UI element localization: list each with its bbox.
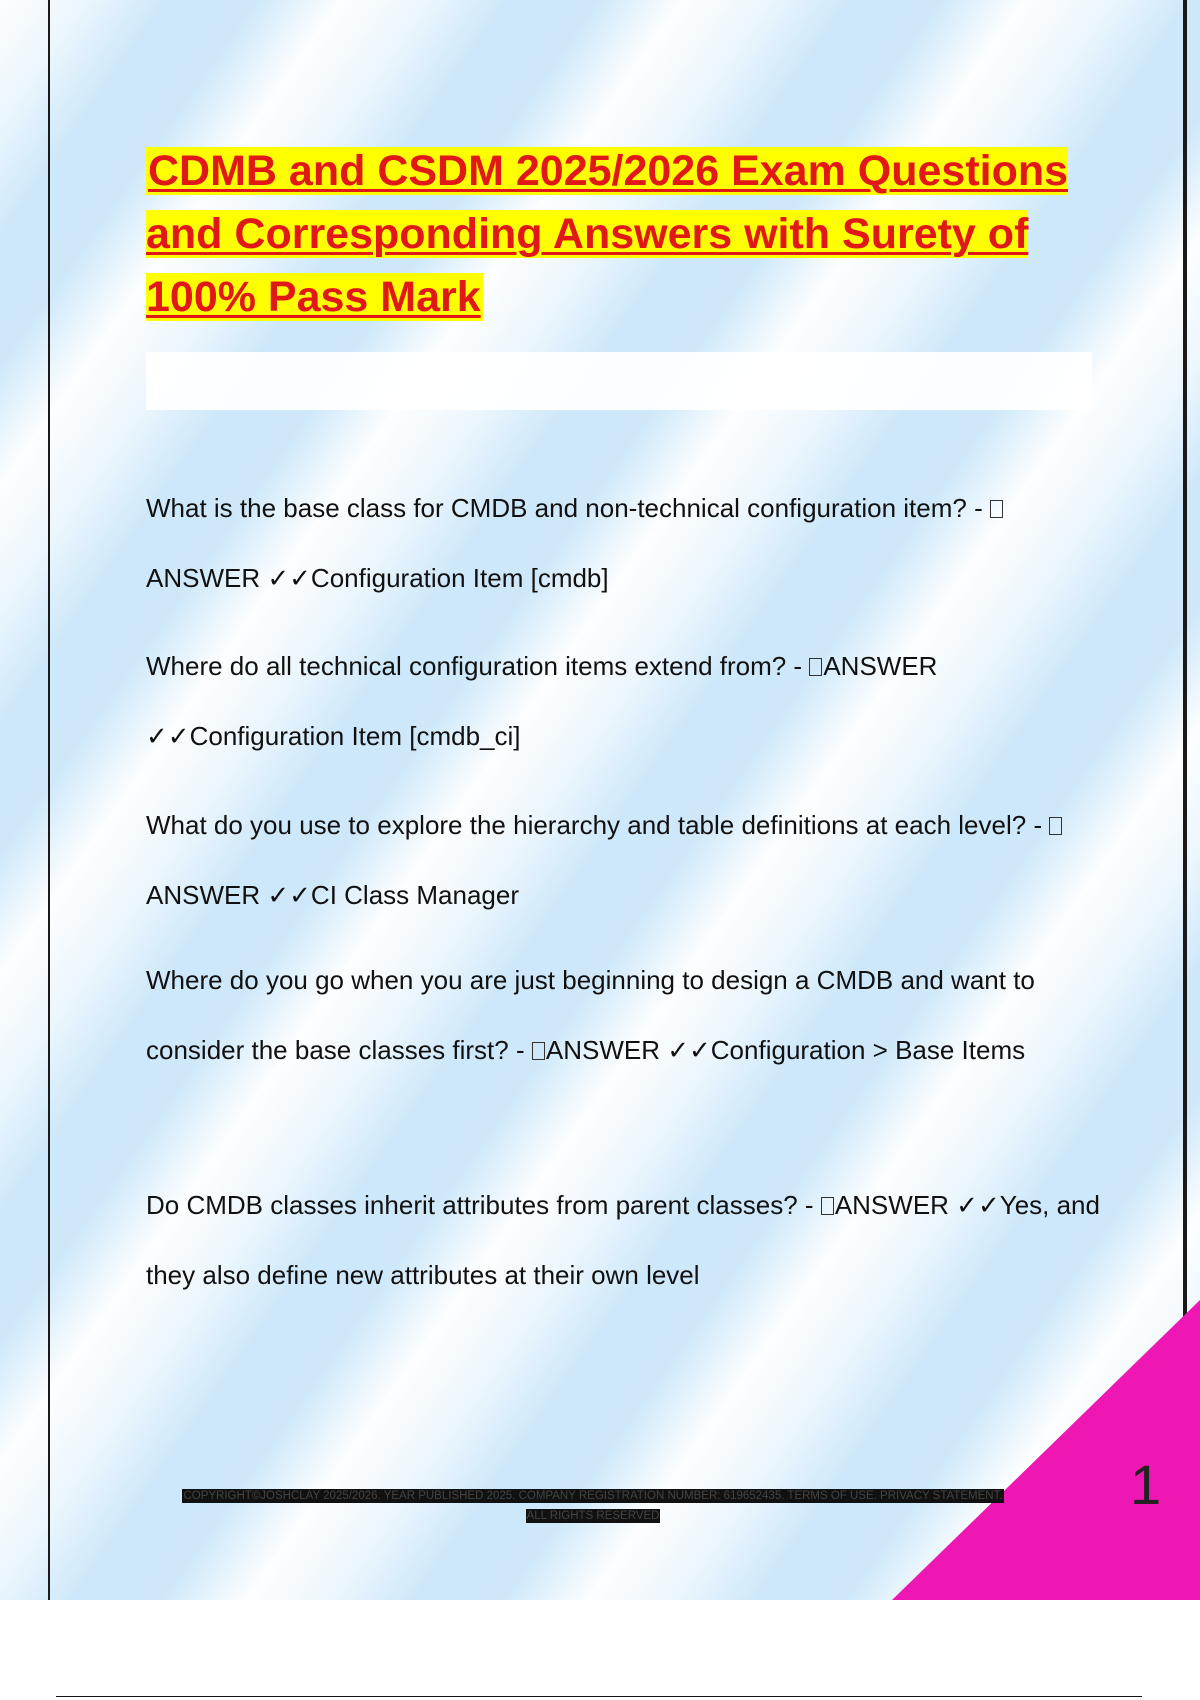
answer-prefix: ANSWER ✓✓ [146, 880, 311, 910]
bottom-rule [56, 1696, 1142, 1697]
missing-glyph-icon [1049, 817, 1062, 835]
answer-text: CI Class Manager [310, 880, 519, 910]
qa-item [146, 790, 1106, 930]
answer-text: Configuration Item [cmdb] [310, 563, 609, 593]
missing-glyph-icon [990, 500, 1003, 518]
document-title [146, 140, 1096, 329]
copyright-text: COPYRIGHT©JOSHCLAY 2025/2026. YEAR PUBLISHED 2025. COMPANY REGISTRATION NUMBER: 619652435. TERMS OF USE. PRIVACY STATEMENT. ALL RIGHTS RESERVED [183, 1490, 1003, 1522]
qa-item [146, 945, 1106, 1085]
missing-glyph-icon [809, 658, 822, 676]
corner-triangle-shape [892, 1300, 1200, 1600]
corner-triangle [892, 1300, 1200, 1600]
question-text: Do CMDB classes inherit attributes from parent classes? - [146, 1190, 814, 1220]
answer-prefix: ANSWER ✓✓ [146, 563, 311, 593]
page-number: 1 [1130, 1453, 1162, 1516]
answer-text: Configuration Item [cmdb_ci] [189, 721, 521, 751]
question-text: What is the base class for CMDB and non-technical configuration item? - [146, 493, 983, 523]
copyright-footer [178, 1486, 1008, 1526]
answer-text: Yes, and they also define new attributes at their own level [146, 1190, 1100, 1290]
question-text: Where do you go when you are just beginning to design a CMDB and want to consider the base classes first? - [146, 965, 1035, 1065]
answer-prefix: ANSWER ✓✓ [146, 651, 938, 751]
qa-item [146, 1170, 1106, 1310]
qa-item [146, 473, 1106, 613]
answer-prefix: ANSWER ✓✓ [545, 1035, 711, 1065]
title-underbar [146, 352, 1092, 410]
missing-glyph-icon [821, 1197, 834, 1215]
left-border-rule [48, 0, 50, 1600]
missing-glyph-icon [532, 1042, 545, 1060]
answer-prefix: ANSWER ✓✓ [834, 1190, 1000, 1220]
question-text: What do you use to explore the hierarchy and table definitions at each level? - [146, 810, 1043, 840]
answer-text: Configuration > Base Items [710, 1035, 1026, 1065]
question-text: Where do all technical configuration items extend from? - [146, 651, 803, 681]
document-title-text: CDMB and CSDM 2025/2026 Exam Questions and Corresponding Answers with Surety of 100% Pass Mark [146, 147, 1069, 321]
qa-item [146, 631, 1106, 771]
